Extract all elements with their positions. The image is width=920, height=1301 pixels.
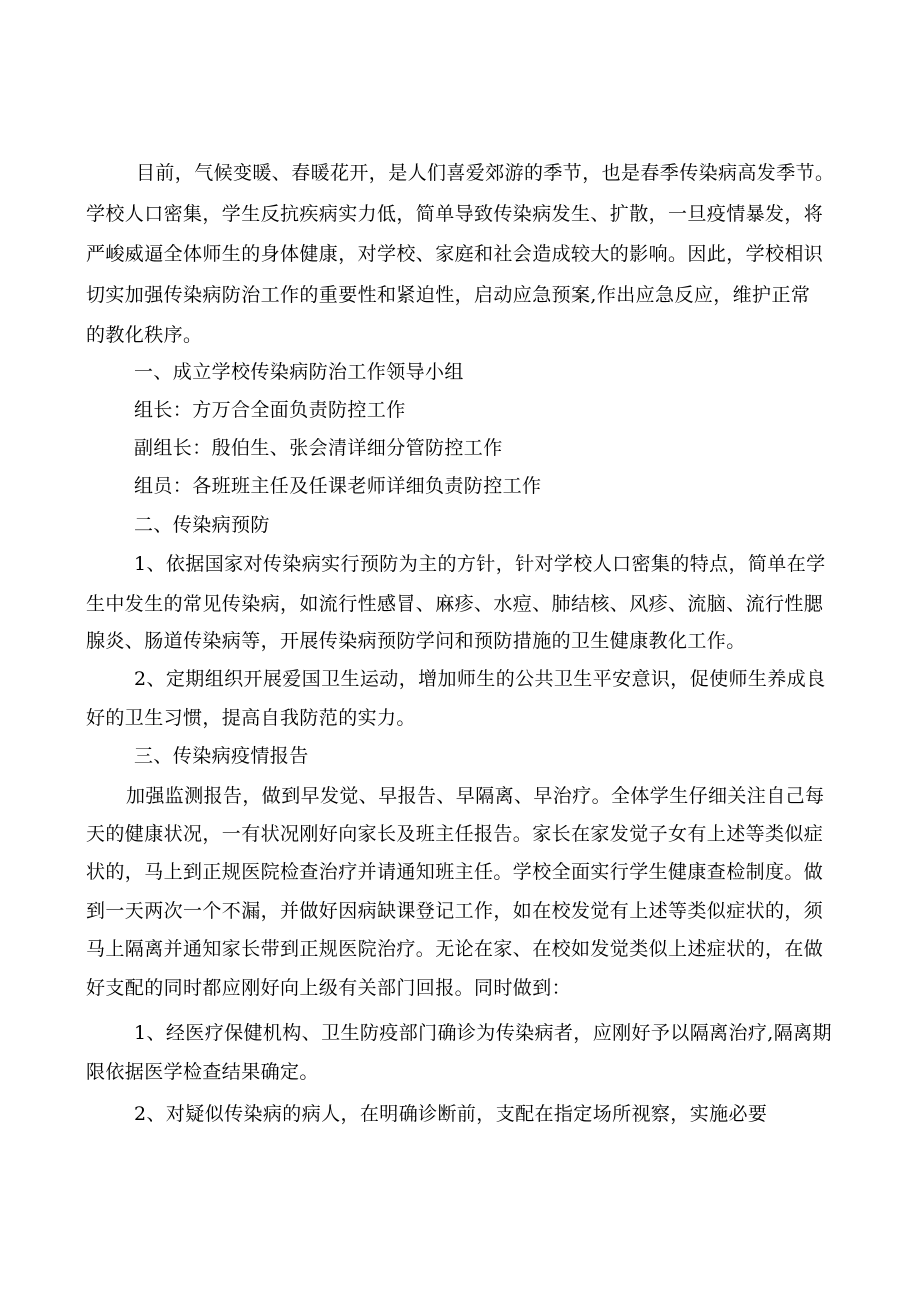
text-line: 副组长：殷伯生、张会清详细分管防控工作 (134, 437, 503, 459)
text-line: 2、定期组织开展爱国卫生运动，增加师生的公共卫生平安意识，促使师生养成良 (134, 668, 826, 690)
text-line: 马上隔离并通知家长带到正规医院治疗。无论在家、在校如发觉类似上述症状的，在做 (86, 938, 824, 960)
text-line: 生中发生的常见传染病，如流行性感冒、麻疹、水痘、肺结核、风疹、流脑、流行性腮 (86, 593, 824, 615)
text-line: 好支配的同时都应刚好向上级有关部门回报。同时做到： (86, 977, 572, 999)
text-line: 2、对疑似传染病的病人，在明确诊断前，支配在指定场所视察，实施必要 (134, 1103, 768, 1125)
text-line: 1、依据国家对传染病实行预防为主的方针，针对学校人口密集的特点，简单在学 (134, 553, 826, 575)
section-heading: 一、成立学校传染病防治工作领导小组 (134, 361, 464, 383)
text-line: 学校人口密集，学生反抗疾病实力低，简单导致传染病发生、扩散，一旦疫情暴发，将 (86, 203, 824, 225)
text-line: 限依据医学检查结果确定。 (86, 1061, 319, 1083)
text-line: 组员：各班班主任及任课老师详细负责防控工作 (134, 475, 542, 497)
text-line: 组长：方万合全面负责防控工作 (134, 399, 406, 421)
text-line: 好的卫生习惯，提高自我防范的实力。 (86, 707, 416, 729)
text-line: 加强监测报告，做到早发觉、早报告、早隔离、早治疗。全体学生仔细关注自己每 (126, 785, 825, 807)
text-line: 的教化秩序。 (86, 324, 203, 346)
text-line: 状的，马上到正规医院检查治疗并请通知班主任。学校全面实行学生健康查检制度。做 (86, 861, 824, 883)
text-line: 腺炎、肠道传染病等，开展传染病预防学问和预防措施的卫生健康教化工作。 (86, 630, 746, 652)
text-line: 切实加强传染病防治工作的重要性和紧迫性，启动应急预案,作出应急反应，维护正常 (86, 284, 811, 306)
text-line: 到一天两次一个不漏，并做好因病缺课登记工作，如在校发觉有上述等类似症状的，须 (86, 900, 824, 922)
text-line: 1、经医疗保健机构、卫生防疫部门确诊为传染病者，应刚好予以隔离治疗,隔离期 (134, 1022, 832, 1044)
text-line: 天的健康状况，一有状况刚好向家长及班主任报告。家长在家发觉子女有上述等类似症 (86, 823, 824, 845)
text-line: 严峻威逼全体师生的身体健康，对学校、家庭和社会造成较大的影响。因此，学校相识 (86, 243, 824, 265)
section-heading: 二、传染病预防 (134, 514, 270, 536)
text-line: 目前，气候变暖、春暖花开，是人们喜爱郊游的季节，也是春季传染病高发季节。 (136, 162, 835, 184)
section-heading: 三、传染病疫情报告 (134, 745, 309, 767)
